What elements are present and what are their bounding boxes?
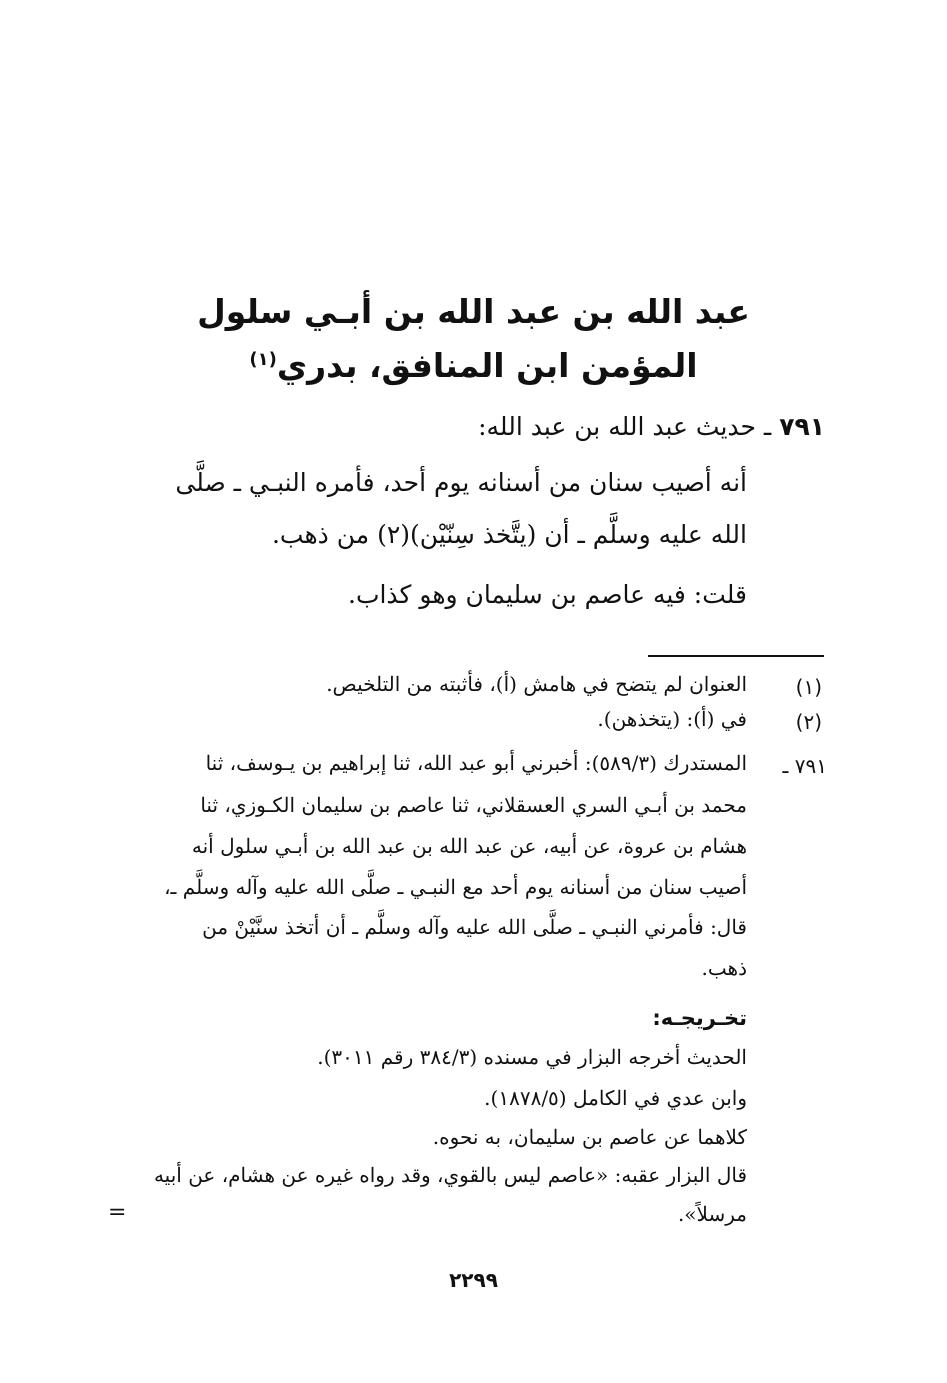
footnote-text: العنوان لم يتضح في هامش (أ)، فأثبته من التلخيص.	[326, 672, 747, 696]
footnote-text: في (أ): (يتخذهن).	[597, 707, 747, 731]
hadith-text-line2: الله عليه وسلَّم ـ أن (يتَّخذ سِنّيْن)(٢) من ذهب.	[271, 520, 747, 549]
hadith-heading-text: ـ حديث عبد الله بن عبد الله:	[478, 412, 772, 441]
chapter-title-line2	[0, 346, 947, 385]
reference-line: ذهب.	[701, 956, 747, 980]
footnote-divider	[648, 655, 824, 657]
reference-line: المستدرك (٥٨٩/٣): أخبرني أبو عبد الله، ثنا إبراهيم بن يـوسف، ثنا	[205, 751, 747, 775]
takhrij-line: مرسلاً».	[677, 1202, 747, 1226]
chapter-title-line1: عبد الله بن عبد الله بن أبـي سلول	[197, 292, 750, 331]
chapter-title-line2-text: المؤمن ابن المنافق، بدري	[276, 346, 698, 385]
hadith-heading	[478, 412, 825, 441]
reference-number: ٧٩١ ـ	[782, 754, 827, 778]
continuation-mark: =	[108, 1200, 127, 1225]
hadith-number: ٧٩١	[779, 412, 825, 441]
reference-line: هشام بن عروة، عن أبيه، عن عبد الله بن عبد الله بن أبـي سلول أنه	[191, 834, 747, 858]
takhrij-heading: تخـريجـه:	[652, 1006, 747, 1030]
hadith-text-line1: أنه أصيب سنان من أسنانه يوم أحد، فأمره النبـي ـ صلَّى	[175, 468, 747, 497]
reference-line: محمد بن أبـي السري العسقلاني، ثنا عاصم بن سليمان الكـوزي، ثنا	[200, 793, 747, 817]
takhrij-line: الحديث أخرجه البزار في مسنده (٣٨٤/٣ رقم ٣٠١١).	[317, 1045, 747, 1069]
reference-line: أصيب سنان من أسنانه يوم أحد مع النبـي ـ صلَّى الله عليه وآله وسلَّم ـ،	[164, 875, 747, 899]
reference-line: قال: فأمرني النبـي ـ صلَّى الله عليه وآله وسلَّم ـ أن أتخذ سنَّيْنْ من	[202, 915, 747, 939]
footnote-number: (١)	[795, 675, 822, 699]
footnote-number: (٢)	[795, 710, 822, 734]
takhrij-line: كلاهما عن عاصم بن سليمان، به نحوه.	[432, 1125, 747, 1149]
title-footnote-mark: (١)	[249, 349, 277, 370]
takhrij-line: وابن عدي في الكامل (١٨٧٨/٥).	[484, 1086, 747, 1110]
hadith-comment: قلت: فيه عاصم بن سليمان وهو كذاب.	[348, 580, 747, 609]
takhrij-line: قال البزار عقبه: «عاصم ليس بالقوي، وقد رواه غيره عن هشام، عن أبيه	[153, 1163, 747, 1187]
page-number: ٢٢٩٩	[449, 1268, 498, 1292]
